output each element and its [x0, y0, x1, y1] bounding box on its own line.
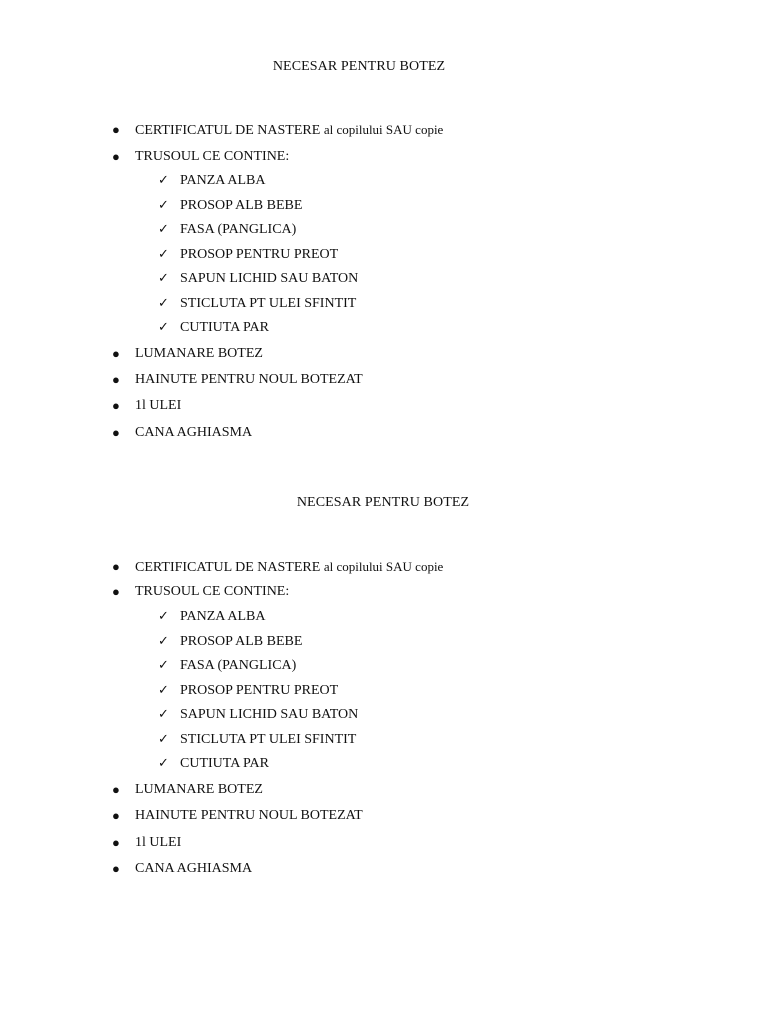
list-item	[0, 807, 700, 825]
check-icon: ✓	[158, 296, 169, 311]
item-text-small: al copilului SAU copie	[323, 559, 444, 574]
list-item	[0, 397, 700, 415]
check-icon: ✓	[158, 658, 169, 673]
list-item	[0, 860, 700, 878]
check-icon: ✓	[158, 609, 169, 624]
bullet-icon: ●	[112, 372, 120, 387]
bullet-icon: ●	[112, 346, 120, 361]
check-icon: ✓	[158, 198, 169, 213]
item-text: CANA AGHIASMA	[135, 425, 253, 440]
check-icon: ✓	[158, 732, 169, 747]
sub-list-item	[0, 197, 700, 215]
list-item	[0, 781, 700, 799]
sub-list-item	[0, 682, 700, 700]
sub-list-item	[0, 731, 700, 749]
item-text: CERTIFICATUL DE NASTERE	[135, 560, 324, 575]
bullet-icon: ●	[112, 122, 120, 137]
sub-list-item	[0, 755, 700, 773]
bullet-icon: ●	[112, 425, 120, 440]
item-text: LUMANARE BOTEZ	[135, 346, 263, 361]
sub-list-item	[0, 246, 700, 264]
list-item	[0, 834, 700, 852]
bullet-icon: ●	[112, 861, 120, 876]
bullet-icon: ●	[112, 584, 120, 599]
sub-list-item	[0, 319, 700, 337]
section-title: NECESAR PENTRU BOTEZ	[296, 495, 470, 510]
sub-item-text: SAPUN LICHID SAU BATON	[180, 707, 359, 722]
check-icon: ✓	[158, 271, 169, 286]
check-icon: ✓	[158, 320, 169, 335]
list-item	[0, 371, 700, 389]
item-text: HAINUTE PENTRU NOUL BOTEZAT	[135, 808, 363, 823]
sub-list-item	[0, 657, 700, 675]
sub-list-item	[0, 270, 700, 288]
list-item	[0, 345, 700, 363]
bullet-icon: ●	[112, 398, 120, 413]
item-text: 1l ULEI	[135, 835, 182, 850]
list-item	[0, 121, 700, 139]
sub-item-text: PROSOP ALB BEBE	[180, 634, 303, 649]
sub-list-item	[0, 633, 700, 651]
item-text: CERTIFICATUL DE NASTERE	[135, 123, 324, 138]
bullet-icon: ●	[112, 835, 120, 850]
sub-list-item	[0, 221, 700, 239]
check-icon: ✓	[158, 756, 169, 771]
check-icon: ✓	[158, 707, 169, 722]
check-icon: ✓	[158, 222, 169, 237]
check-icon: ✓	[158, 634, 169, 649]
sub-list-item	[0, 295, 700, 313]
sub-list-item	[0, 172, 700, 190]
item-text: 1l ULEI	[135, 398, 182, 413]
sub-item-text: PROSOP PENTRU PREOT	[180, 683, 339, 698]
bullet-icon: ●	[112, 559, 120, 574]
sub-item-text: STICLUTA PT ULEI SFINTIT	[180, 732, 357, 747]
sub-item-text: PANZA ALBA	[180, 173, 266, 188]
item-text: LUMANARE BOTEZ	[135, 782, 263, 797]
check-icon: ✓	[158, 683, 169, 698]
sub-list-item	[0, 706, 700, 724]
list-item	[0, 583, 700, 601]
list-item	[0, 558, 700, 576]
sub-item-text: SAPUN LICHID SAU BATON	[180, 271, 359, 286]
check-icon: ✓	[158, 247, 169, 262]
sub-item-text: FASA (PANGLICA)	[180, 222, 297, 237]
sub-item-text: PANZA ALBA	[180, 609, 266, 624]
sub-item-text: STICLUTA PT ULEI SFINTIT	[180, 296, 357, 311]
item-text: TRUSOUL CE CONTINE:	[135, 584, 290, 599]
bullet-icon: ●	[112, 808, 120, 823]
sub-item-text: FASA (PANGLICA)	[180, 658, 297, 673]
item-text: TRUSOUL CE CONTINE:	[135, 149, 290, 164]
sub-item-text: PROSOP PENTRU PREOT	[180, 247, 339, 262]
item-text: HAINUTE PENTRU NOUL BOTEZAT	[135, 372, 363, 387]
sub-item-text: CUTIUTA PAR	[180, 320, 269, 335]
item-text-small: al copilului SAU copie	[323, 122, 444, 137]
sub-list-item	[0, 608, 700, 626]
list-item	[0, 148, 700, 166]
sub-item-text: CUTIUTA PAR	[180, 756, 269, 771]
item-text: CANA AGHIASMA	[135, 861, 253, 876]
list-item	[0, 424, 700, 442]
bullet-icon: ●	[112, 149, 120, 164]
bullet-icon: ●	[112, 782, 120, 797]
check-icon: ✓	[158, 173, 169, 188]
section-title: NECESAR PENTRU BOTEZ	[272, 59, 446, 74]
sub-item-text: PROSOP ALB BEBE	[180, 198, 303, 213]
